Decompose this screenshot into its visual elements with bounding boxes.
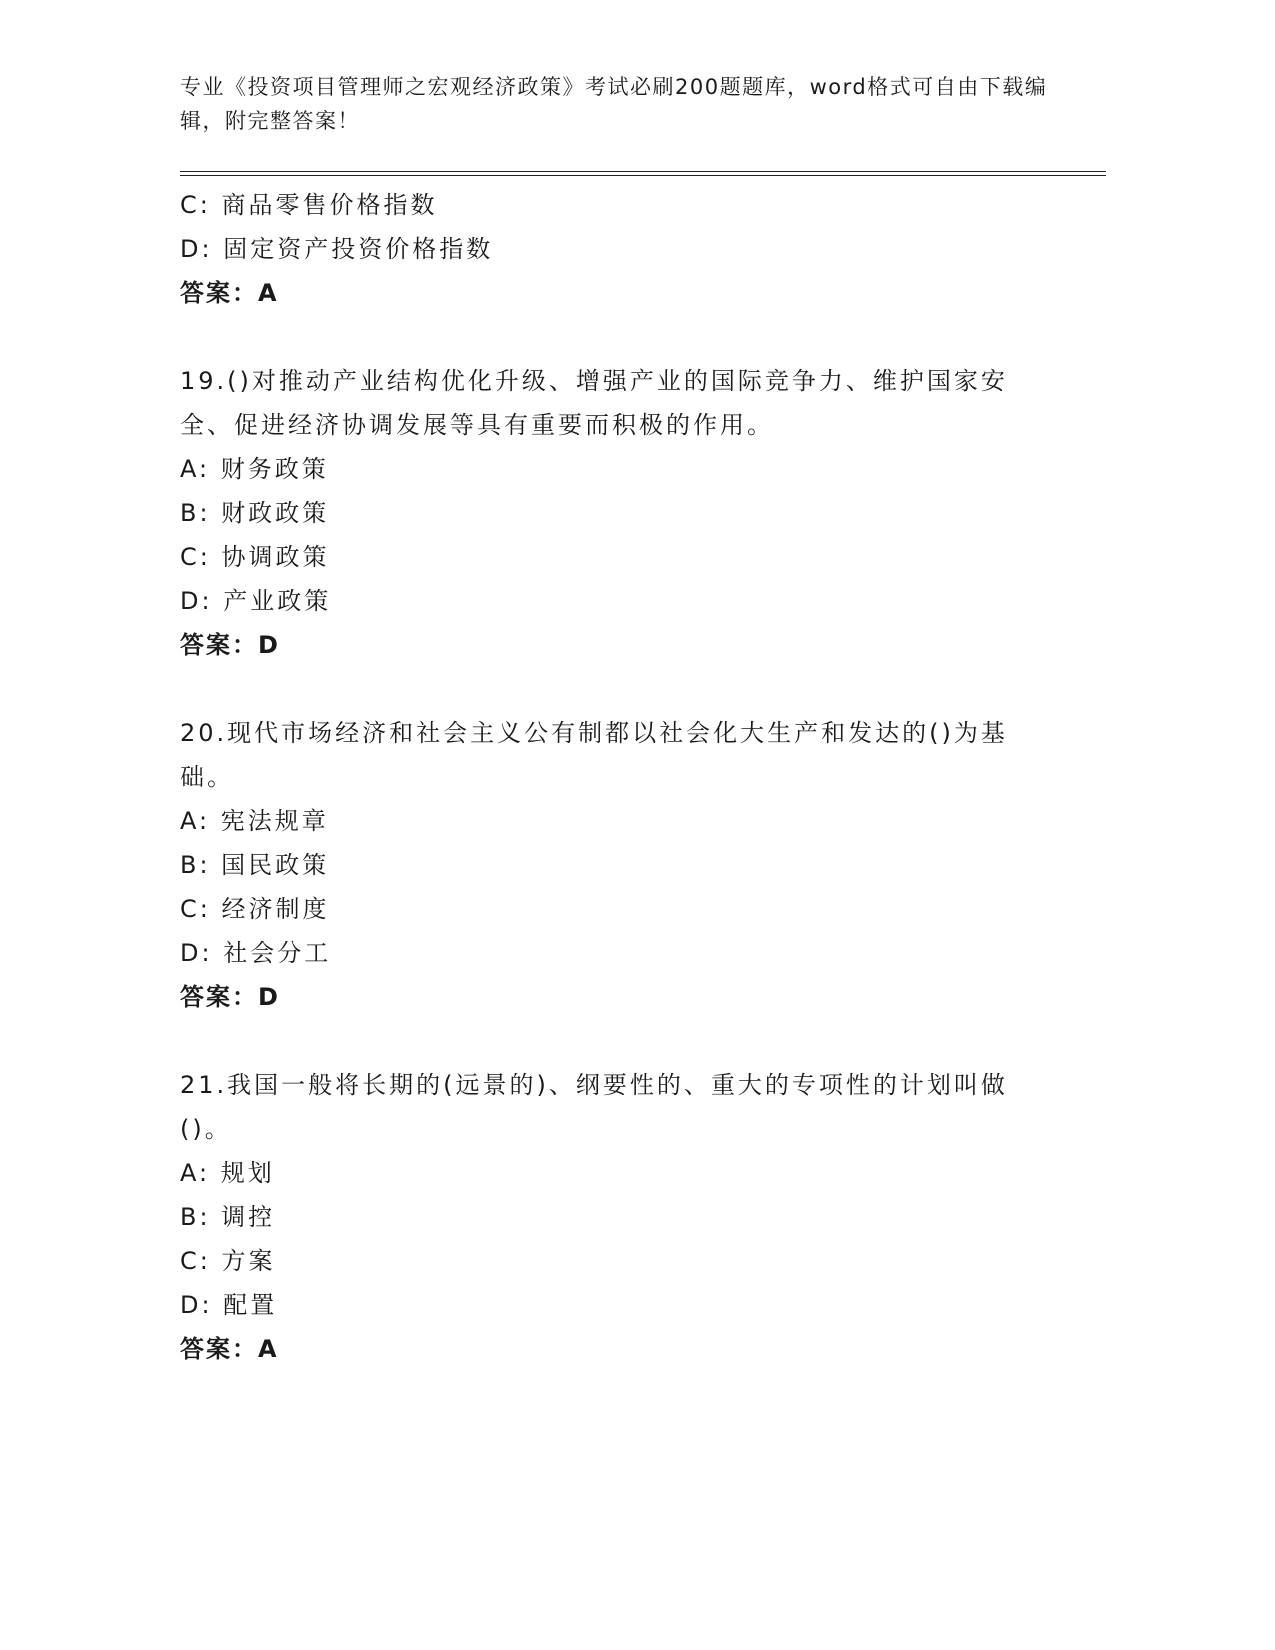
- carry-over-question: [180, 183, 1040, 315]
- header-divider-bottom: [180, 175, 1106, 176]
- option-b: B: 调控: [180, 1203, 276, 1231]
- answer: 答案：A: [180, 1335, 279, 1363]
- option-d: D: 社会分工: [180, 939, 332, 967]
- answer: 答案：A: [180, 279, 279, 307]
- answer: 答案：D: [180, 631, 280, 659]
- option-d: D: 配置: [180, 1291, 278, 1319]
- spacer: [180, 1019, 1040, 1063]
- option-c: C: 协调政策: [180, 543, 330, 571]
- question-21: [180, 1063, 1040, 1371]
- spacer: [180, 315, 1040, 359]
- option-c: C: 商品零售价格指数: [180, 191, 438, 219]
- option-a: A: 财务政策: [180, 455, 329, 483]
- option-a: A: 规划: [180, 1159, 275, 1187]
- question-text: 19.()对推动产业结构优化升级、增强产业的国际竞争力、维护国家安全、促进经济协调发展等具有重要而积极的作用。: [180, 367, 1008, 439]
- document-header: 专业《投资项目管理师之宏观经济政策》考试必刷200题题库，word格式可自由下载编辑，附完整答案！: [180, 75, 1048, 133]
- option-c: C: 方案: [180, 1247, 276, 1275]
- option-b: B: 财政政策: [180, 499, 330, 527]
- question-20: [180, 711, 1040, 1019]
- option-a: A: 宪法规章: [180, 807, 329, 835]
- question-19: [180, 359, 1040, 667]
- question-text: 20.现代市场经济和社会主义公有制都以社会化大生产和发达的()为基础。: [180, 719, 1008, 791]
- answer: 答案：D: [180, 983, 280, 1011]
- option-c: C: 经济制度: [180, 895, 330, 923]
- header-divider-top: [180, 171, 1106, 172]
- question-text: 21.我国一般将长期的(远景的)、纲要性的、重大的专项性的计划叫做()。: [180, 1071, 1008, 1143]
- option-b: B: 国民政策: [180, 851, 330, 879]
- option-d: D: 固定资产投资价格指数: [180, 235, 494, 263]
- document-body: [180, 183, 1040, 1371]
- spacer: [180, 667, 1040, 711]
- option-d: D: 产业政策: [180, 587, 332, 615]
